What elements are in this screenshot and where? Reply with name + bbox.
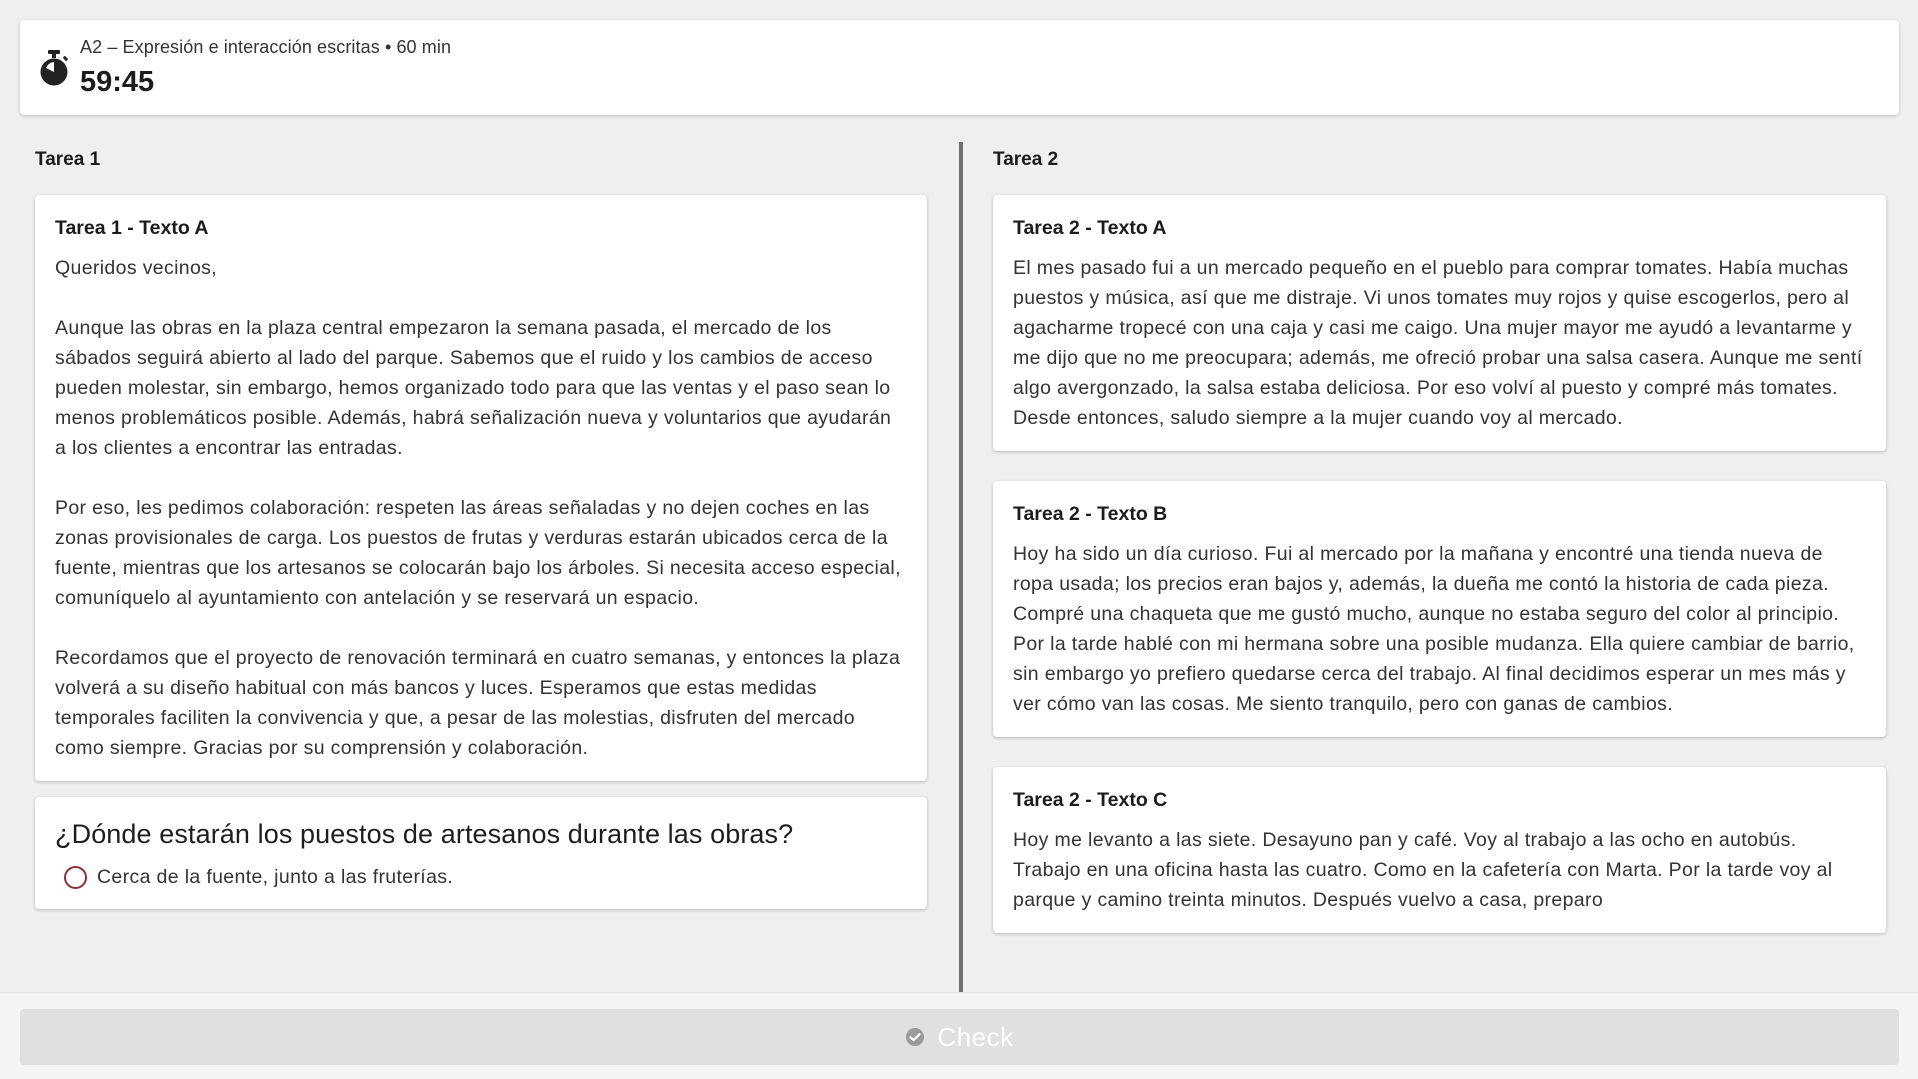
answer-option-label: Cerca de la fuente, junto a las fruterías. bbox=[97, 866, 454, 888]
text-card-title: Tarea 1 - Texto A bbox=[55, 217, 209, 239]
question-card bbox=[35, 797, 927, 909]
text-card-title: Tarea 2 - Texto B bbox=[1013, 503, 1168, 525]
text-card-body: El mes pasado fui a un mercado pequeño en el pueblo para comprar tomates. Había muchas puestos y música, así que me distraje. Vi unos tomates muy rojos y quise escogerlos, pero al agacharme tropecé con una caja y casi me caigo. Una mujer mayor me ayudó a levantarme y me dijo que no me preocupara; además, me ofreció probar una salsa casera. Aunque me sentí algo avergonzado, la salsa estaba deliciosa. Por eso volví al puesto y compré más tomates. Desde entonces, saludo siempre a la mujer cuando voy al mercado. bbox=[1013, 257, 1863, 429]
footer-bar bbox=[0, 992, 1918, 1079]
text-card-title: Tarea 2 - Texto A bbox=[1013, 217, 1167, 239]
task1-text-card bbox=[35, 195, 927, 781]
answer-option[interactable] bbox=[64, 866, 907, 889]
paragraph: Recordamos que el proyecto de renovación terminará en cuatro semanas, y entonces la plaza volverá a su diseño habitual con más bancos y luces. Esperamos que estas medidas temporales faciliten la convivencia y que, a pesar de las molestias, disfruten del mercado como siempre. Gracias por su comprensión y colaboración. bbox=[55, 647, 901, 759]
paragraph: Queridos vecinos, bbox=[55, 257, 218, 279]
task1-heading: Tarea 1 bbox=[35, 149, 101, 170]
text-card-body bbox=[55, 253, 907, 763]
task2-text-card bbox=[993, 767, 1886, 933]
paragraph: Aunque las obras en la plaza central empezaron la semana pasada, el mercado de los sábados seguirá abierto al lado del parque. Sabemos que el ruido y los cambios de acceso pueden molestar, sin embargo, hemos organizado todo para que las ventas y el paso sean lo menos problemáticos posible. Además, habrá señalización nueva y voluntarios que ayudarán a los clientes a encontrar las entradas. bbox=[55, 317, 892, 459]
text-card-title: Tarea 2 - Texto C bbox=[1013, 789, 1168, 811]
countdown-timer: 59:45 bbox=[80, 65, 155, 98]
check-circle-icon bbox=[905, 1027, 925, 1047]
task1-column[interactable] bbox=[35, 142, 927, 992]
text-card-body: Hoy ha sido un día curioso. Fui al mercado por la mañana y encontré una tienda nueva de ropa usada; los precios eran bajos y, además, la dueña me contó la historia de cada pieza. Compré una chaqueta que me gustó mucho, aunque no estaba seguro del color al principio. Por la tarde hablé con mi hermana sobre una posible mudanza. Ella quiere cambiar de barrio, sin embargo yo prefiero quedarse cerca del trabajo. Al final decidimos esperar un mes más y ver cómo van las cosas. Me siento tranquilo, pero con ganas de cambios. bbox=[1013, 543, 1855, 715]
check-button-label: Check bbox=[937, 1021, 1014, 1052]
text-card-body: Hoy me levanto a las siete. Desayuno pan y café. Voy al trabajo a las ocho en autobús. Trabajo en una oficina hasta las cuatro. Como en la cafetería con Marta. Por la tarde voy al parque y camino treinta minutos. Después vuelvo a casa, preparo bbox=[1013, 829, 1833, 911]
paragraph: Por eso, les pedimos colaboración: respeten las áreas señaladas y no dejen coches en las zonas provisionales de carga. Los puestos de frutas y verduras estarán ubicados cerca de la fuente, mientras que los artesanos se colocarán bajo los árboles. Si necesita acceso especial, comuníquelo al ayuntamiento con antelación y se reservará un espacio. bbox=[55, 497, 901, 609]
exam-header bbox=[20, 20, 1899, 115]
question-text: ¿Dónde estarán los puestos de artesanos durante las obras? bbox=[55, 819, 794, 849]
exam-label: A2 – Expresión e interacción escritas • 60 min bbox=[80, 36, 452, 57]
task-columns bbox=[20, 142, 1899, 992]
task2-heading: Tarea 2 bbox=[993, 149, 1059, 170]
radio-button[interactable] bbox=[64, 866, 87, 889]
check-button[interactable] bbox=[20, 1009, 1899, 1065]
task2-text-card bbox=[993, 481, 1886, 737]
task2-text-card bbox=[993, 195, 1886, 451]
column-divider[interactable] bbox=[959, 142, 963, 992]
stopwatch-icon bbox=[37, 49, 71, 89]
task2-column[interactable] bbox=[993, 142, 1886, 992]
